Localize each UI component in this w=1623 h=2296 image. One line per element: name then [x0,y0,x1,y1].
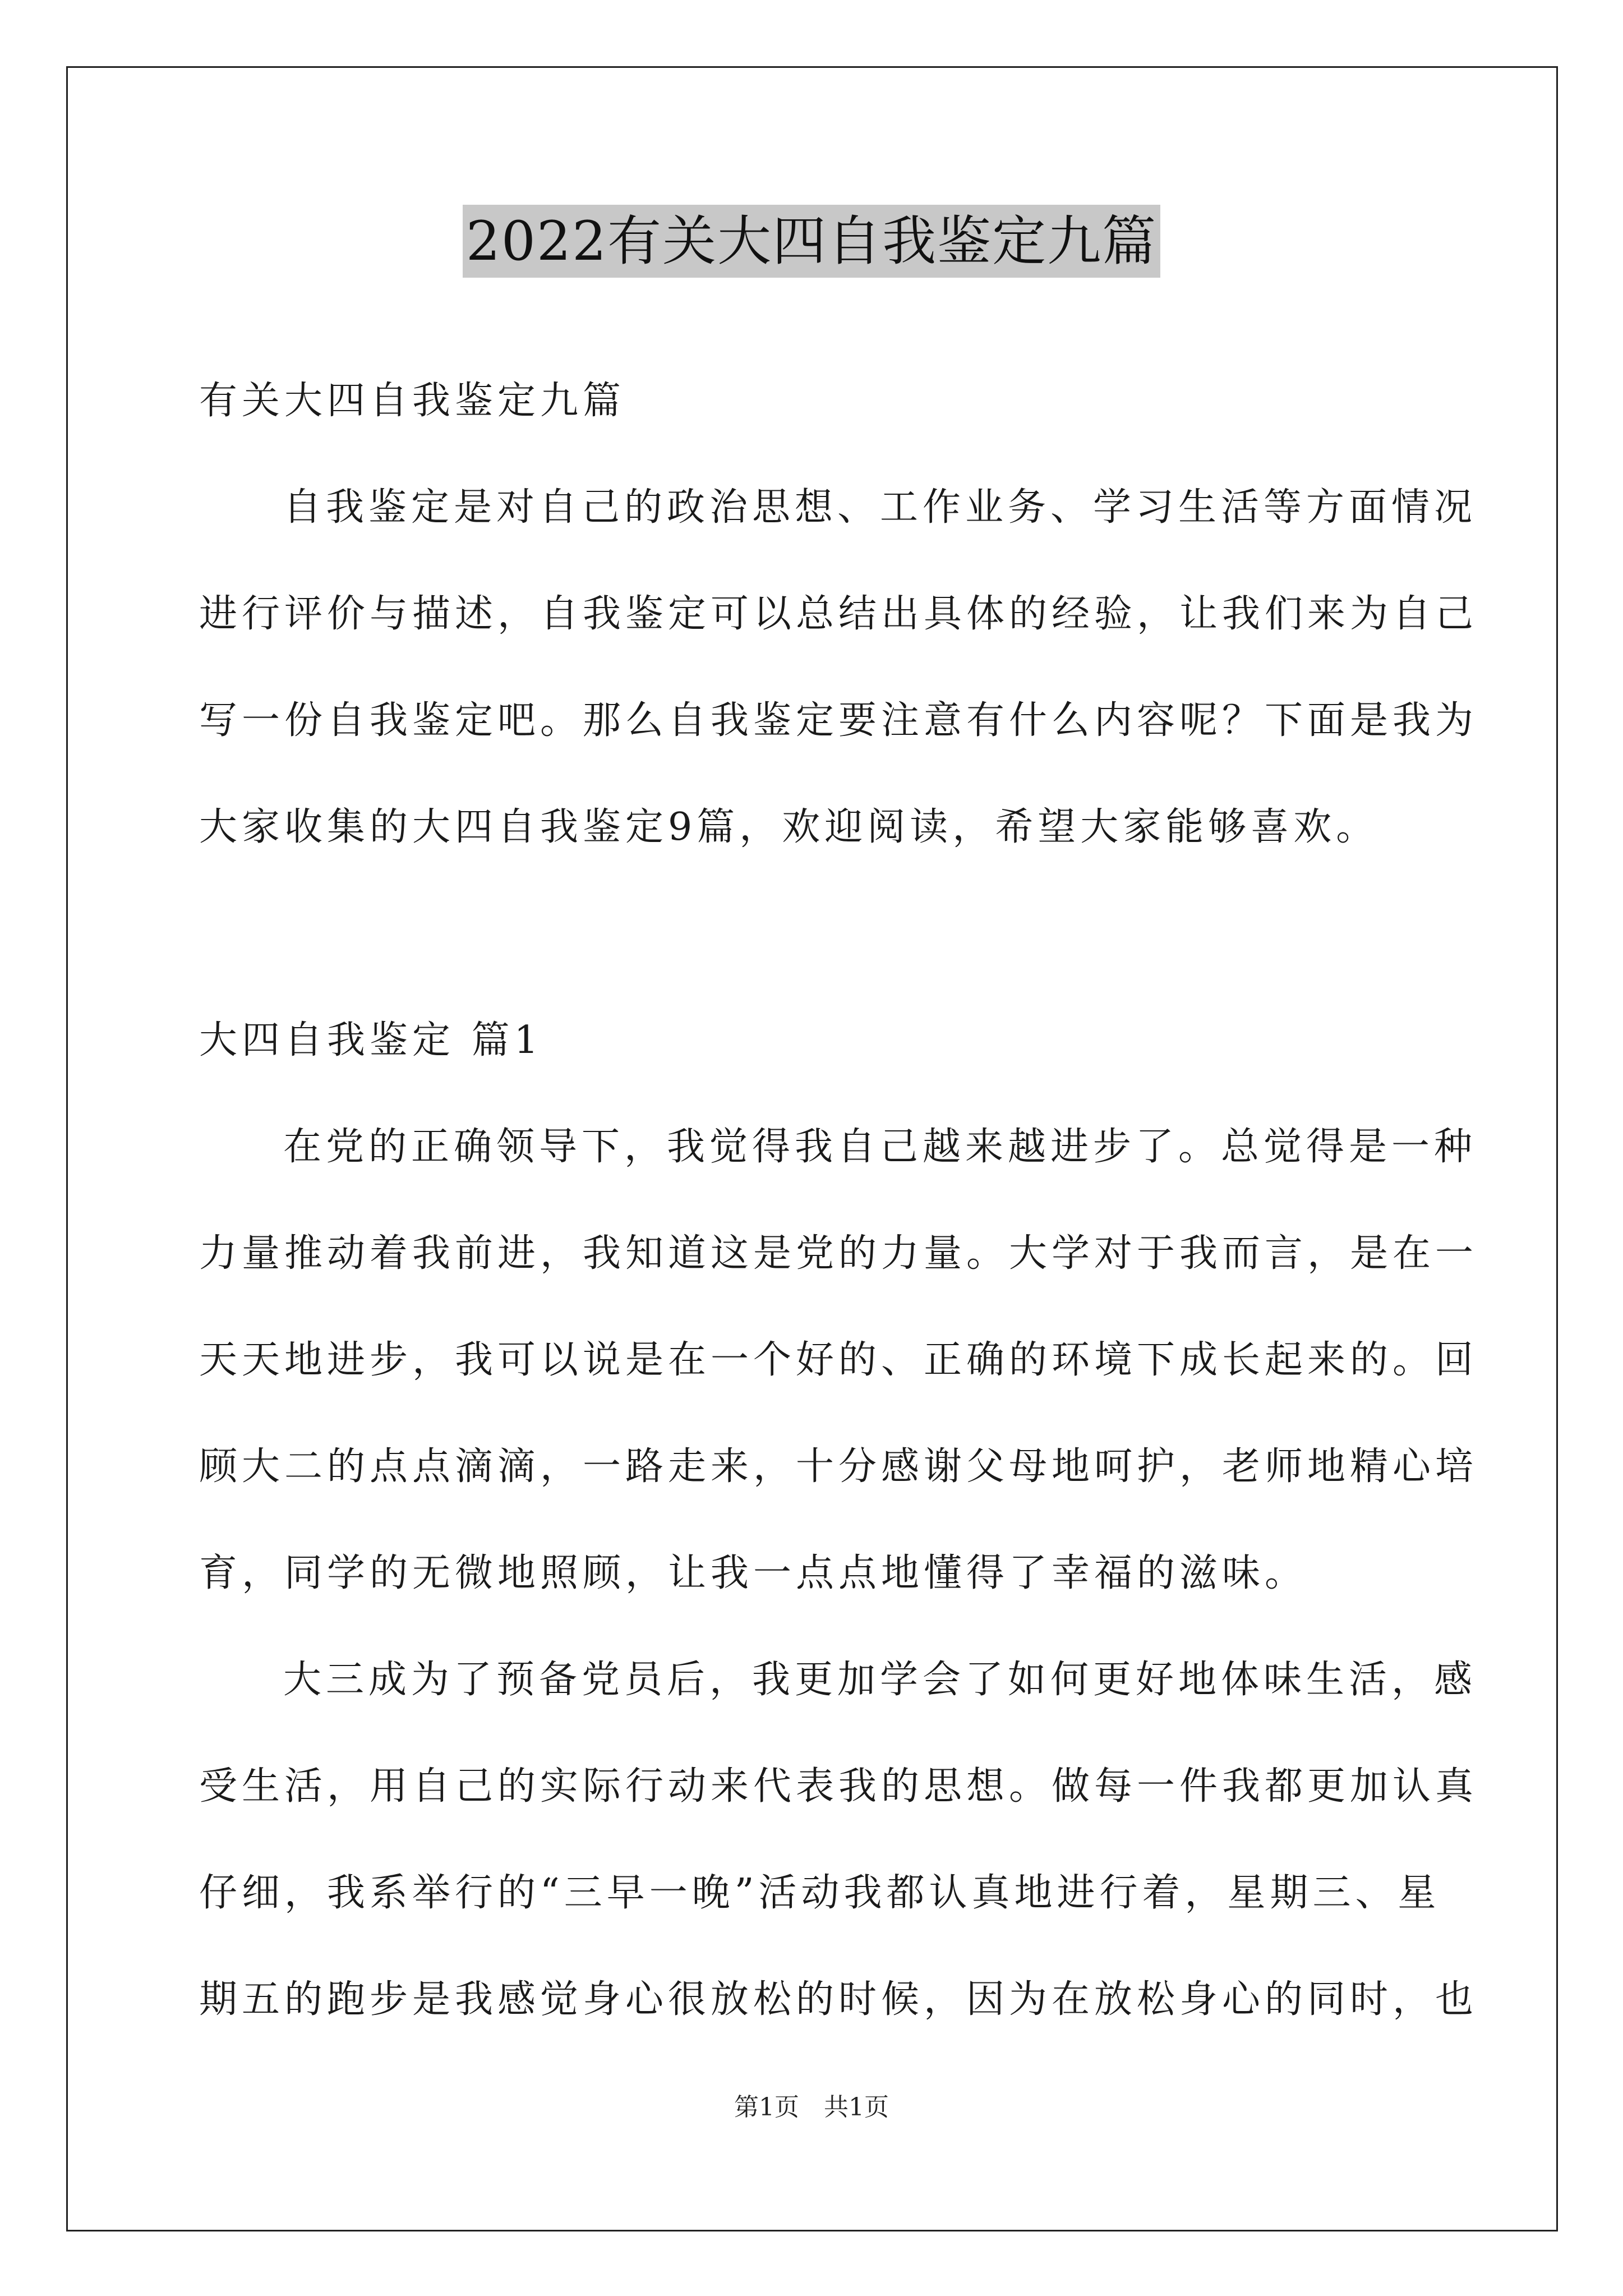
intro-line: 写一份自我鉴定吧。那么自我鉴定要注意有什么内容呢？下面是我为 [199,698,1478,743]
document-title: 2022有关大四自我鉴定九篇 [463,205,1160,278]
intro-line: 自我鉴定是对自己的政治思想、工作业务、学习生活等方面情况 [283,485,1477,530]
paragraph-line: 期五的跑步是我感觉身心很放松的时候，因为在放松身心的同时，也 [199,1977,1478,2022]
paragraph-line: 育，同学的无微地照顾，让我一点点地懂得了幸福的滋味。 [199,1551,1308,1595]
title-container [0,205,1623,278]
paragraph-line: 顾大二的点点滴滴，一路走来，十分感谢父母地呵护，老师地精心培 [199,1444,1478,1489]
page-footer: 第1页 共1页 [734,2093,889,2122]
intro-line: 进行评价与描述，自我鉴定可以总结出具体的经验，让我们来为自己 [199,592,1478,636]
paragraph-line: 受生活，用自己的实际行动来代表我的思想。做每一件我都更加认真 [199,1764,1478,1809]
document-subtitle: 有关大四自我鉴定九篇 [199,379,626,423]
section-heading: 大四自我鉴定 篇1 [199,1018,543,1062]
paragraph-line: 仔细，我系举行的“三早一晚”活动我都认真地进行着，星期三、星 [199,1871,1441,1915]
paragraph-line: 天天地进步，我可以说是在一个好的、正确的环境下成长起来的。回 [199,1338,1478,1382]
paragraph-line: 力量推动着我前进，我知道这是党的力量。大学对于我而言，是在一 [199,1231,1478,1276]
paragraph-gap [199,881,1430,987]
document-body [199,348,1478,2053]
paragraph-line: 大三成为了预备党员后，我更加学会了如何更好地体味生活，感 [283,1658,1477,1702]
paragraph-line: 在党的正确领导下，我觉得我自己越来越进步了。总觉得是一种 [283,1125,1477,1169]
intro-line: 大家收集的大四自我鉴定9篇，欢迎阅读，希望大家能够喜欢。 [199,805,1379,849]
